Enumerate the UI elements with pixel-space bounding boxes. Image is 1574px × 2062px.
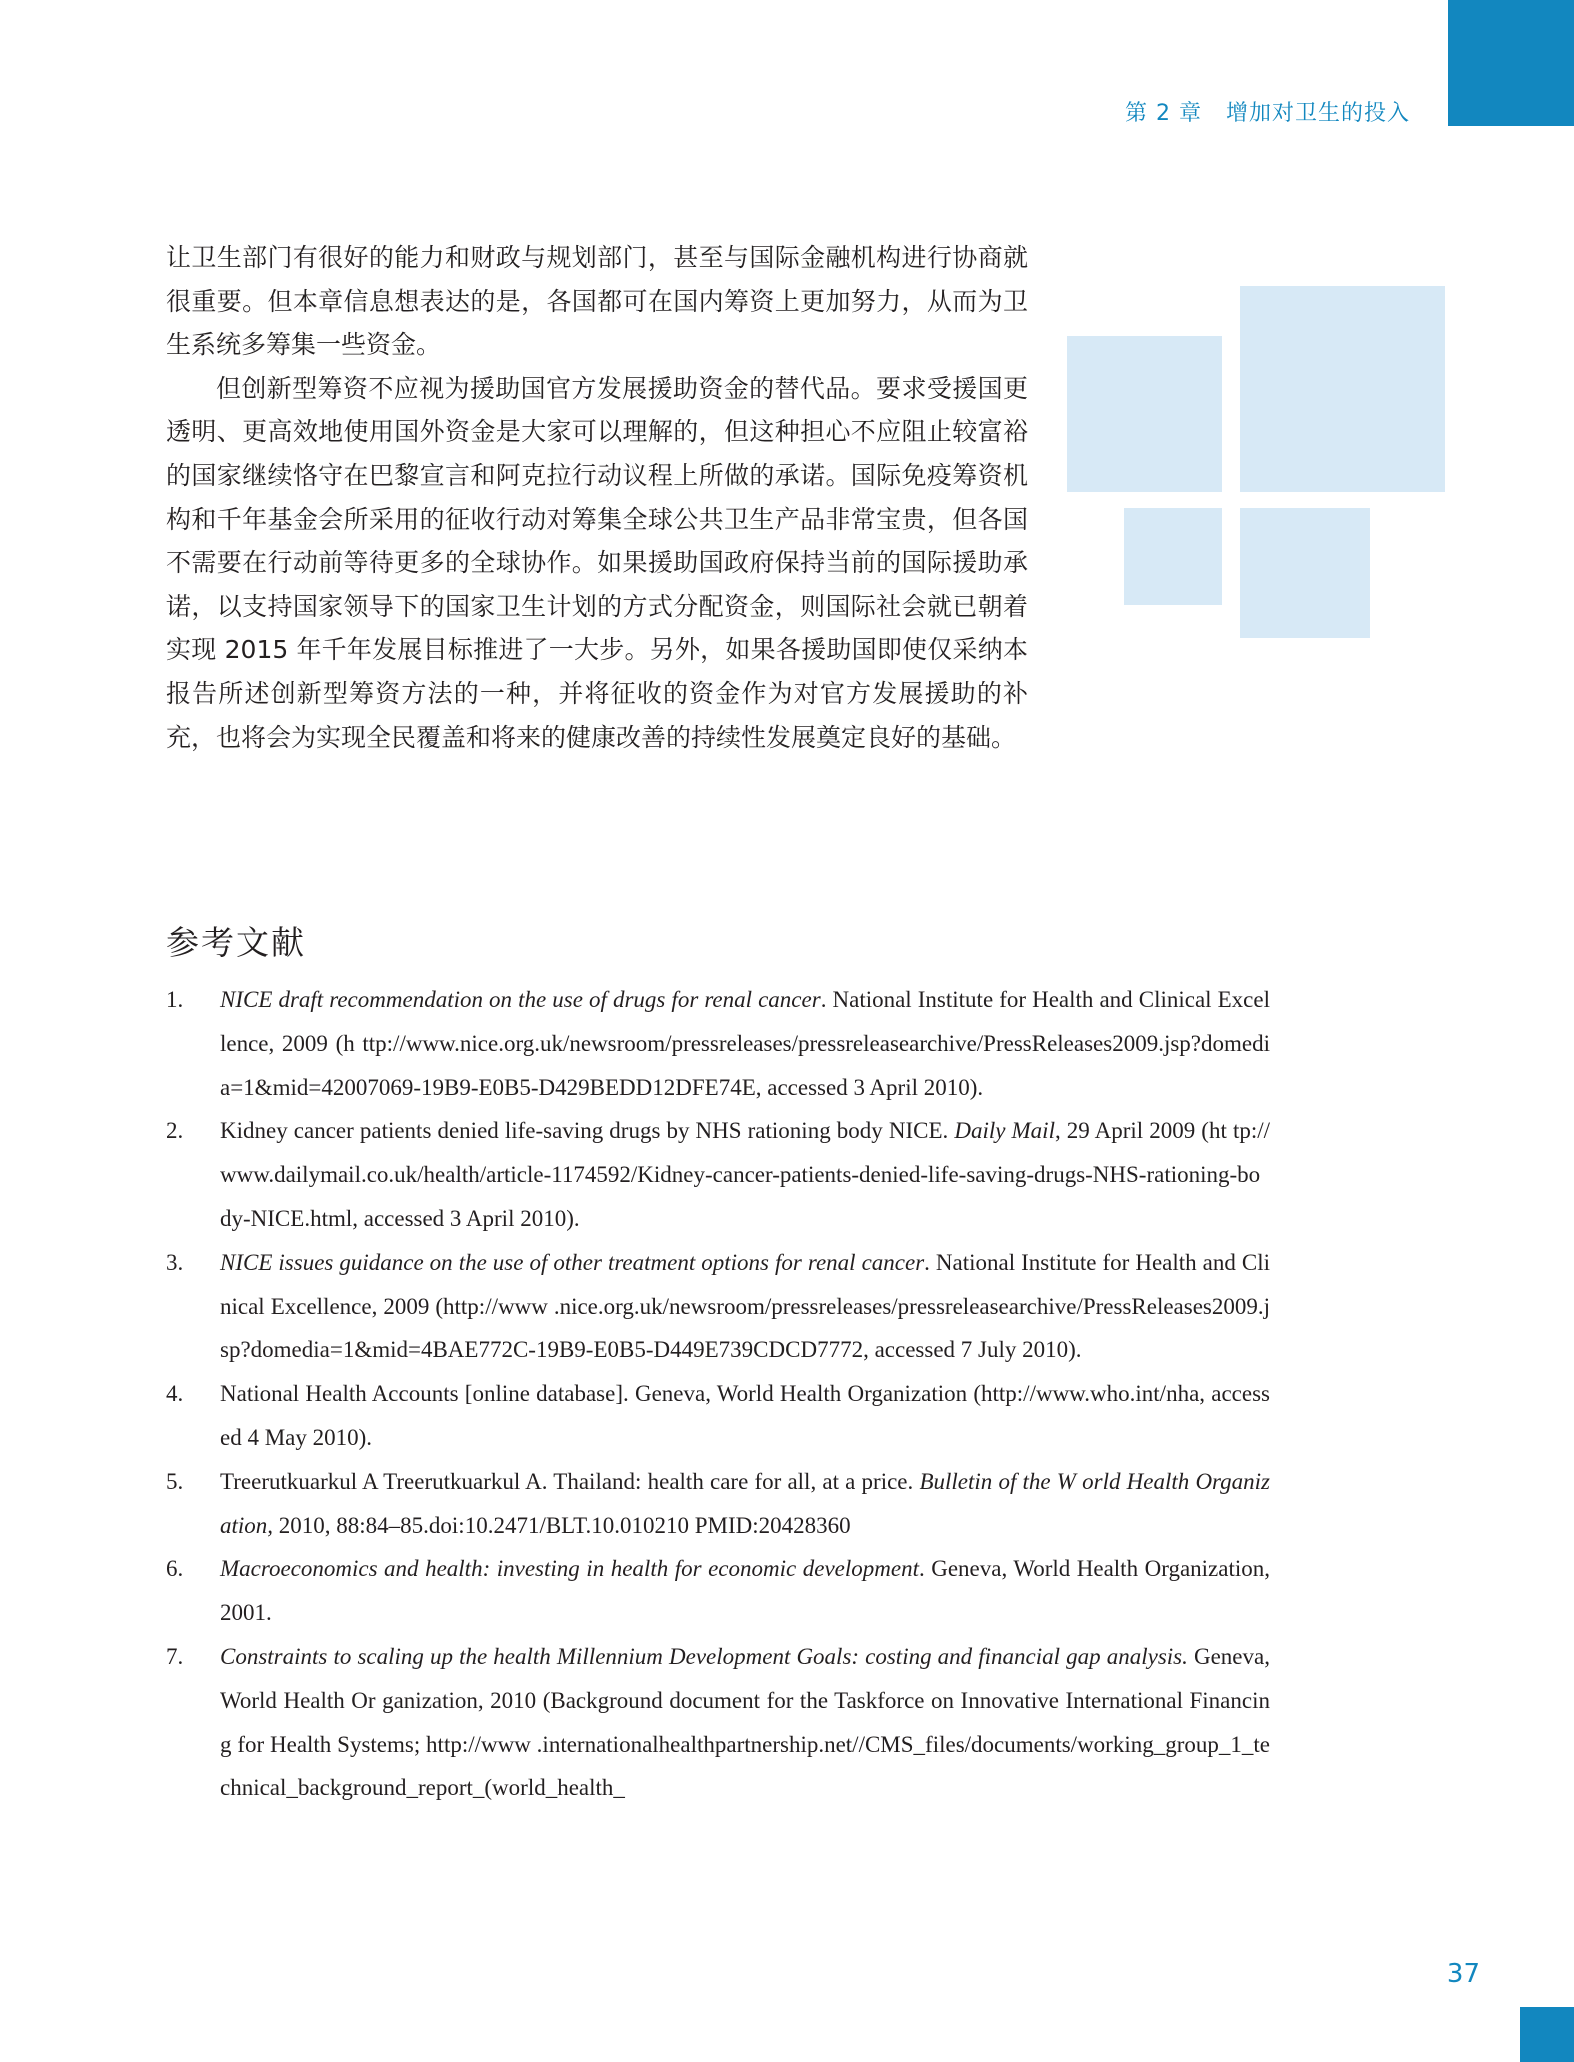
reference-title: Daily Mail — [954, 1118, 1055, 1144]
decorative-square — [1240, 508, 1370, 638]
body-paragraph: 但创新型筹资不应视为援助国官方发展援助资金的替代品。要求受援国更透明、更高效地使用国外资金是大家可以理解的，但这种担心不应阻止较富裕的国家继续恪守在巴黎宣言和阿克拉行动议程上所做的承诺。国际免疫筹资机构和千年基金会所采用的征收行动对筹集全球公共卫生产品非常宝贵，但各国不需要在行动前等待更多的全球协作。如果援助国政府保持当前的国际援助承诺，以支持国家领导下的国家卫生计划的方式分配资金，则国际社会就已朝着实现 2015 年千年发展目标推进了一大步。另外，如果各援助国即使仅采纳本报告所述创新型筹资方法的一种，并将征收的资金作为对官方发展援助的补充，也将会为实现全民覆盖和将来的健康改善的持续性发展奠定良好的基础。 — [166, 373, 1028, 752]
decorative-square — [1124, 508, 1222, 605]
reference-title: NICE issues guidance on the use of other treatment options for renal cancer — [220, 1249, 925, 1275]
chapter-title: 增加对卫生的投入 — [1225, 101, 1410, 126]
reference-number: 2. — [166, 1118, 184, 1144]
reference-number: 3. — [166, 1249, 184, 1275]
reference-details: . National Institute for Health and Clinical Excellence, 2009 (h ttp://www.nice.org.uk/newsroom/pressreleases/pressreleasearchive/PressReleases2009.jsp?domedia=1&mid=42007069-19B9-E0B5-D429BEDD12DFE74E, accessed 3 April 2010). — [220, 987, 1270, 1100]
reference-text — [220, 1241, 1270, 1372]
reference-text — [220, 1109, 1270, 1240]
reference-number: 5. — [166, 1468, 184, 1494]
reference-lead: Treerutkuarkul A Treerutkuarkul A. Thailand: health care for all, at a price. — [220, 1468, 920, 1494]
reference-item — [166, 1241, 1270, 1372]
reference-item — [166, 1635, 1270, 1810]
header-color-block — [1448, 0, 1574, 126]
reference-number: 6. — [166, 1556, 184, 1582]
reference-title: Macroeconomics and health: investing in health for economic development — [220, 1556, 919, 1582]
reference-item — [166, 1372, 1270, 1460]
reference-text — [220, 1635, 1270, 1810]
running-header — [1000, 98, 1410, 130]
reference-item — [166, 1109, 1270, 1240]
body-text — [166, 236, 1028, 759]
reference-details: Geneva, World Health Or ganization, 2010 (Background document for the Taskforce on Innovative International Financing for Health Systems; http://www .internationalhealthpartnership.net//CMS_files/documents/working_group_1_technical_background_report_(world_health_ — [220, 1643, 1270, 1801]
reference-number: 7. — [166, 1643, 184, 1669]
reference-list — [166, 978, 1270, 1810]
body-paragraph: 让卫生部门有很好的能力和财政与规划部门，甚至与国际金融机构进行协商就很重要。但本章信息想表达的是，各国都可在国内筹资上更加努力，从而为卫生系统多筹集一些资金。 — [166, 243, 1028, 360]
reference-title: Bulletin of the W orld Health Organization, — [220, 1468, 1270, 1538]
reference-text — [220, 1547, 1270, 1635]
reference-item — [166, 1460, 1270, 1548]
reference-lead: Kidney cancer patients denied life-saving drugs by NHS rationing body NICE. — [220, 1118, 955, 1144]
reference-item — [166, 1547, 1270, 1635]
reference-details: . National Institute for Health and Clinical Excellence, 2009 (http://www .nice.org.uk/newsroom/pressreleases/pressreleasearchive/PressReleases2009.jsp?domedia=1&mid=4BAE772C-19B9-E0B5-D449E739CDCD7772, accessed 7 July 2010). — [220, 1249, 1271, 1363]
reference-item — [166, 978, 1270, 1109]
reference-details: , 29 April 2009 (ht tp://www.dailymail.co.uk/health/article-1174592/Kidney-cancer-patients-denied-life-saving-drugs-NHS-rationing-body-NICE.html, accessed 3 April 2010). — [220, 1118, 1270, 1231]
footer-color-block — [1520, 2007, 1574, 2062]
reference-number: 4. — [166, 1381, 184, 1407]
reference-number: 1. — [166, 987, 184, 1012]
references-heading: 参考文献 — [166, 923, 306, 962]
chapter-label: 第 2 章 — [1125, 101, 1202, 126]
reference-details: National Health Accounts [online database]. Geneva, World Health Organization (http://www.who.int/nha, accessed 4 May 2010). — [220, 1381, 1270, 1450]
reference-title: NICE draft recommendation on the use of drugs for renal cancer — [220, 987, 821, 1012]
reference-details: 2010, 88:84–85.doi:10.2471/BLT.10.010210 PMID:20428360 — [273, 1512, 851, 1538]
page-number: 37 — [1446, 1959, 1480, 1989]
decorative-square — [1240, 286, 1445, 492]
reference-title: Constraints to scaling up the health Millennium Development Goals: costing and financial gap analysis. — [220, 1643, 1188, 1669]
decorative-square — [1067, 336, 1222, 492]
reference-text — [220, 978, 1270, 1109]
reference-text — [220, 1372, 1270, 1460]
reference-details: . Geneva, World Health Organization, 2001. — [220, 1556, 1270, 1626]
reference-text — [220, 1460, 1270, 1548]
